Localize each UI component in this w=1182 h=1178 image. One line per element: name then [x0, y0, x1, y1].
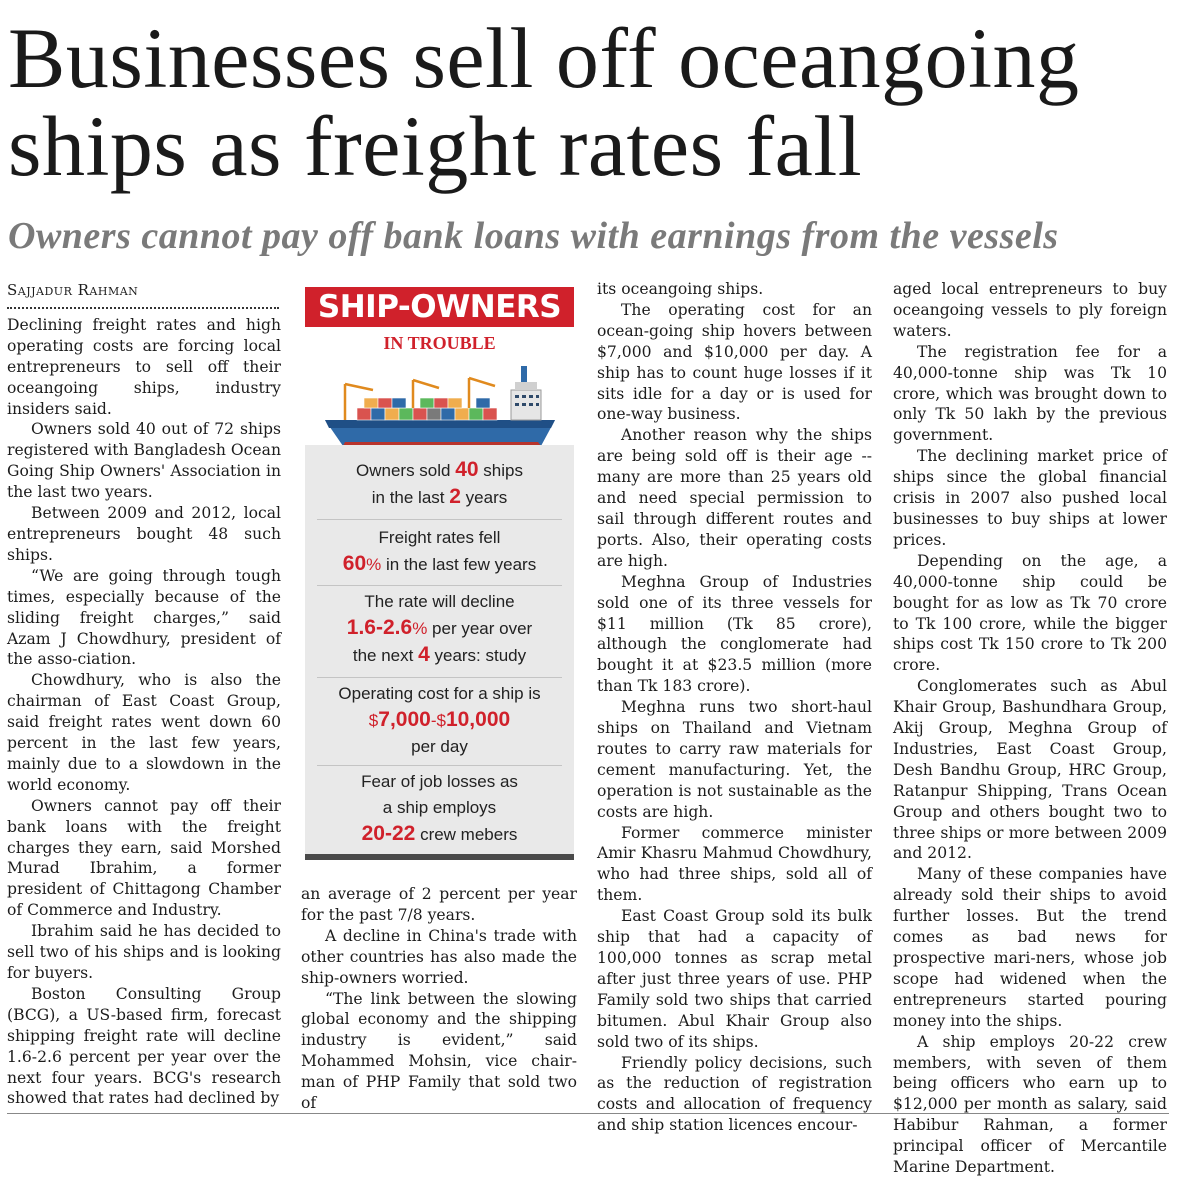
fact-rate-decline-forecast	[317, 589, 562, 669]
fact-freight-rates-fell	[317, 525, 562, 578]
fact-text: years: study	[429, 646, 527, 665]
paragraph: Meghna runs two short-haul ships on Thailand and Vietnam routes to carry raw materials for cement manufacturing. Yet, the operation is not sustainable as the costs are high.	[597, 698, 872, 821]
byline-divider	[7, 307, 279, 309]
article-column-3	[597, 279, 872, 1136]
paragraph: Meghna Group of Industries sold one of its three vessels for $11 million (Tk 85 crore), although the conglomerate had bought it at $23.5 million (more than Tk 183 crore).	[597, 572, 872, 696]
fact-divider	[317, 677, 562, 678]
paragraph: Chowdhury, who is also the chairman of East Coast Group, said freight rates went down 60 percent in the last few years, mainly due to a slowdown in the world economy.	[7, 671, 281, 794]
byline: Sajjadur Rahman	[7, 281, 139, 299]
fact-text: per day	[411, 737, 468, 756]
fact-text: a ship employs	[382, 798, 497, 817]
fact-highlight: %	[412, 619, 428, 638]
fact-text: the next	[352, 646, 419, 665]
paragraph: Between 2009 and 2012, local entrepreneurs bought 48 such ships.	[7, 504, 281, 564]
fact-text: ships	[478, 461, 523, 480]
headline	[8, 10, 1178, 194]
fact-text: The rate will decline	[364, 592, 515, 611]
fact-highlight: %	[366, 555, 382, 574]
paragraph: Ibrahim said he has decided to sell two of his ships and is looking for buyers.	[7, 922, 281, 982]
fact-highlight: 4	[418, 643, 430, 666]
fact-divider	[317, 585, 562, 586]
fact-operating-cost	[317, 681, 562, 760]
subheadline: Owners cannot pay off bank loans with earnings from the vessels	[8, 215, 1059, 257]
paragraph: “The link between the slowing global economy and the shipping industry is evident,” said Mohammed Mohsin, vice chair-man of PHP Family that sold two of	[301, 989, 577, 1113]
infobox-bottom-bar	[305, 854, 574, 860]
paragraph: Boston Consulting Group (BCG), a US-based firm, forecast shipping freight rate will decline 1.6-2.6 percent per year over the next four years. BCG's research showed that rates had declined by	[7, 984, 281, 1108]
fact-text: Fear of job losses as	[361, 772, 518, 791]
fact-text: in the last	[371, 488, 450, 507]
fact-highlight: 10,000	[445, 708, 511, 731]
paragraph: an average of 2 percent per year for the past 7/8 years.	[301, 885, 577, 924]
fact-highlight: $	[368, 711, 379, 730]
fact-highlight: 2	[449, 485, 461, 508]
paragraph: East Coast Group sold its bulk ship that had a capacity of 100,000 tonnes as scrap metal after just three years of use. PHP Family sold two ships that carried bitumen. Abul Khair Group also sold two of its ships.	[597, 907, 872, 1051]
fact-text: in the last few years	[381, 555, 537, 574]
page-bottom-rule	[7, 1113, 1169, 1114]
fact-text: Operating cost for a ship is	[338, 684, 541, 703]
fact-text: crew mebers	[415, 825, 518, 844]
paragraph: Owners cannot pay off their bank loans with the freight charges they earn, said Morshed Murad Ibrahim, a former president of Chittagong Chamber of Commerce and Industry.	[7, 796, 281, 920]
article-column-2	[301, 884, 577, 1114]
fact-text: years	[460, 488, 508, 507]
fact-highlight: 20-22	[361, 822, 416, 845]
paragraph: A ship employs 20-22 crew members, with seven of them being officers who earn up to $12,000 per month as salary, said Habibur Rahman, a former principal officer of Mercantile Marine Department.	[893, 1032, 1167, 1177]
fact-highlight: 60	[342, 552, 367, 575]
infobox-ship-owners-in-trouble	[305, 287, 574, 861]
container-ship-icon	[315, 362, 565, 454]
fact-text: per year over	[427, 619, 533, 638]
paragraph: aged local entrepreneurs to buy oceangoing vessels to ply foreign waters.	[893, 280, 1167, 340]
fact-ships-sold	[317, 457, 562, 511]
article-column-1	[7, 280, 281, 1109]
paragraph: Declining freight rates and high operating costs are forcing local entrepreneurs to sell off their oceangoing ships, industry insiders said.	[7, 315, 281, 418]
paragraph: The operating cost for an ocean-going ship hovers between $7,000 and $10,000 per day. A ship has to count huge losses if it sits idle for a day or is used for one-way business.	[597, 300, 872, 424]
paragraph: The declining market price of ships since the global financial crisis in 2007 also pushed local businesses to buy ships at lower prices.	[893, 447, 1167, 549]
paragraph: Owners sold 40 out of 72 ships registered with Bangladesh Ocean Going Ship Owners' Association in the last two years.	[7, 420, 281, 502]
infobox-subtitle: IN TROUBLE	[383, 333, 496, 353]
paragraph: The registration fee for a 40,000-tonne ship was Tk 10 crore, which was brought down to only Tk 50 lakh by the previous government.	[893, 342, 1167, 445]
paragraph: Conglomerates such as Abul Khair Group, Bashundhara Group, Akij Group, Meghna Group of Industries, East Coast Group, Desh Bandhu Group, HRC Group, Ratanpur Shipping, Trans Ocean Group and others bought two to three ships or more between 2009 and 2012.	[893, 677, 1167, 863]
fact-divider	[317, 519, 562, 520]
article-column-4	[893, 279, 1167, 1178]
fact-highlight: 7,000	[378, 708, 431, 731]
paragraph: Depending on the age, a 40,000-tonne ship could be bought for as low as Tk 70 crore to Tk 100 crore, while the bigger ships cost Tk 150 crore to Tk 200 crore.	[893, 551, 1167, 675]
headline-line-2: ships as freight rates fall	[8, 98, 863, 194]
paragraph: Another reason why the ships are being sold off is their age -- many are more than 25 years old and need special permission to sail through different routes and ports. Also, their operating costs are high.	[597, 426, 872, 570]
paragraph: A decline in China's trade with other countries has also made the ship-owners worried.	[301, 926, 577, 987]
paragraph: Friendly policy decisions, such as the reduction of registration costs and allocation of frequency and ship station licences encour-	[597, 1053, 872, 1135]
fact-divider	[317, 765, 562, 766]
infobox-facts-panel	[305, 445, 574, 855]
paragraph: Former commerce minister Amir Khasru Mahmud Chowdhury, who had three ships, sold all of them.	[597, 823, 872, 905]
fact-job-losses	[317, 769, 562, 848]
fact-highlight: 40	[455, 458, 479, 481]
infobox-title: SHIP-OWNERS	[305, 287, 574, 327]
fact-highlight: 1.6-2.6	[346, 616, 413, 639]
paragraph: “We are going through tough times, especially because of the sliding freight charges,” said Azam J Chowdhury, president of the asso-ciation.	[7, 566, 281, 669]
paragraph: Many of these companies have already sold their ships to avoid further losses. But the trend comes as bad news for prospective mari-ners, whose job scope had widened when the entrepreneurs started pouring money into the ships.	[893, 865, 1167, 1030]
fact-text: Owners sold	[356, 461, 456, 480]
paragraph: its oceangoing ships.	[597, 280, 764, 298]
fact-highlight: -$	[430, 711, 446, 730]
fact-text: Freight rates fell	[378, 528, 501, 547]
headline-line-1: Businesses sell off oceangoing	[8, 10, 1080, 106]
